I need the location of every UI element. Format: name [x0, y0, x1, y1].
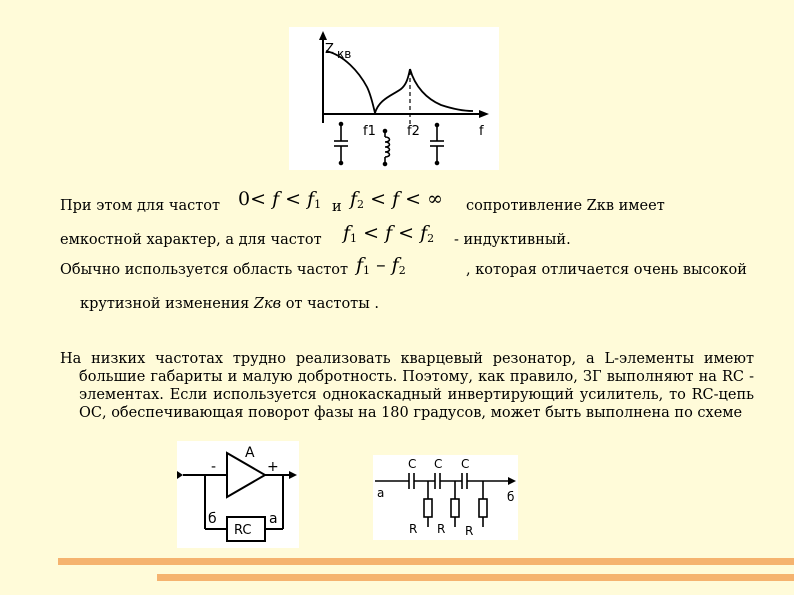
impedance-plot: [289, 27, 499, 170]
formula-range-1: [238, 188, 321, 211]
formula-f2: f: [350, 188, 358, 210]
input-arrow-icon: [177, 471, 183, 479]
formula-band-dash: –: [376, 254, 386, 276]
formula-band-f2: f: [391, 254, 399, 276]
c2-label: C: [434, 457, 443, 471]
formula-lt-4: <: [398, 222, 415, 244]
f1-label: f1: [363, 124, 376, 139]
formula-f: f: [272, 188, 280, 210]
f2-label: f2: [407, 124, 420, 139]
accent-bar-top: [58, 558, 794, 565]
formula-band-f1: f: [356, 254, 364, 276]
line1-prefix: При этом для частот: [60, 198, 220, 214]
line4-tail: от частоты .: [285, 296, 379, 312]
amplifier-label: A: [245, 445, 255, 461]
r1-label: R: [409, 522, 418, 536]
line1-suffix: сопротивление Zкв имеет: [466, 198, 665, 214]
amplifier-figure: [177, 441, 299, 548]
amplifier-plus-label: +: [267, 459, 279, 475]
formula-range-2: [350, 188, 443, 211]
resistor-3-icon: [479, 499, 487, 517]
amp-node-a-label: а: [269, 511, 278, 527]
resistor-1-icon: [424, 499, 432, 517]
c3-label: C: [461, 457, 470, 471]
impedance-figure: [289, 27, 499, 170]
rc-label: RC: [234, 523, 252, 538]
rc-node-a-label: а: [377, 486, 385, 500]
capacitor-left-icon: [334, 123, 348, 165]
line4: [80, 295, 379, 313]
line4-zkv: Zкв: [253, 296, 282, 312]
formula-band: [356, 254, 406, 277]
line2-prefix: емкостной характер, а для частот: [60, 232, 322, 248]
x-axis-arrow: [479, 110, 489, 118]
formula-band-f2-sub: 2: [398, 264, 406, 277]
formula-range-3: [343, 222, 434, 245]
formula-f1: f: [307, 188, 315, 210]
formula-zero-lt: 0<: [238, 188, 267, 210]
r2-label: R: [437, 522, 446, 536]
amplifier-diagram: [177, 441, 299, 548]
rc-chain-diagram: [373, 455, 518, 540]
r3-label: R: [465, 524, 474, 538]
line3-prefix: Обычно используется область частот: [60, 262, 349, 278]
output-arrow-icon: [289, 471, 297, 479]
formula-lt-infinity: < ∞: [405, 188, 443, 210]
formula-f2b: f: [420, 222, 428, 244]
line4-text: крутизной изменения: [80, 296, 250, 312]
y-axis-arrow: [319, 31, 327, 40]
resistor-2-icon: [451, 499, 459, 517]
capacitor-right-icon: [430, 124, 444, 165]
rc-output-arrow-icon: [508, 477, 516, 485]
paragraph-text: На низких частотах трудно реализовать кварцевый резонатор, а L-элементы имеют большие габариты и малую добротность. Поэтому, как правило, ЗГ выполняют на RC - элементах. Если используется однокаскадный инвертирующий усилитель, то RC-цепь ОС, обеспечивающая поворот фазы на 180 градусов, может быть выполнена по схеме: [60, 351, 754, 421]
formula-f2-sub: 2: [357, 198, 365, 211]
formula-f-3: f: [385, 222, 393, 244]
c1-label: C: [408, 457, 417, 471]
formula-lt-3: <: [363, 222, 380, 244]
formula-f1-sub: 1: [314, 198, 322, 211]
accent-bar-bottom: [157, 574, 794, 581]
amplifier-minus-label: -: [211, 459, 217, 475]
formula-band-f1-sub: 1: [363, 264, 371, 277]
formula-f1b: f: [343, 222, 351, 244]
line3-suffix: , которая отличается очень высокой: [466, 262, 747, 278]
line2-suffix: - индуктивный.: [454, 232, 571, 248]
formula-f2b-sub: 2: [427, 232, 435, 245]
amp-node-b-label: б: [208, 511, 217, 527]
rc-node-b-label: б: [507, 490, 515, 504]
x-axis-label: f: [479, 124, 484, 139]
formula-lt-2: <: [370, 188, 387, 210]
formula-lt: <: [285, 188, 302, 210]
line1-conjunction: и: [332, 199, 342, 215]
formula-f1b-sub: 1: [350, 232, 358, 245]
y-axis-subscript: кв: [337, 47, 352, 61]
formula-f-2: f: [392, 188, 400, 210]
inductor-icon: [384, 130, 390, 166]
curve-branch-3: [410, 69, 473, 111]
y-axis-label: Z: [325, 42, 334, 57]
rc-chain-figure: [373, 455, 518, 540]
paragraph-container: [60, 350, 754, 422]
curve-branch-2: [375, 69, 410, 113]
